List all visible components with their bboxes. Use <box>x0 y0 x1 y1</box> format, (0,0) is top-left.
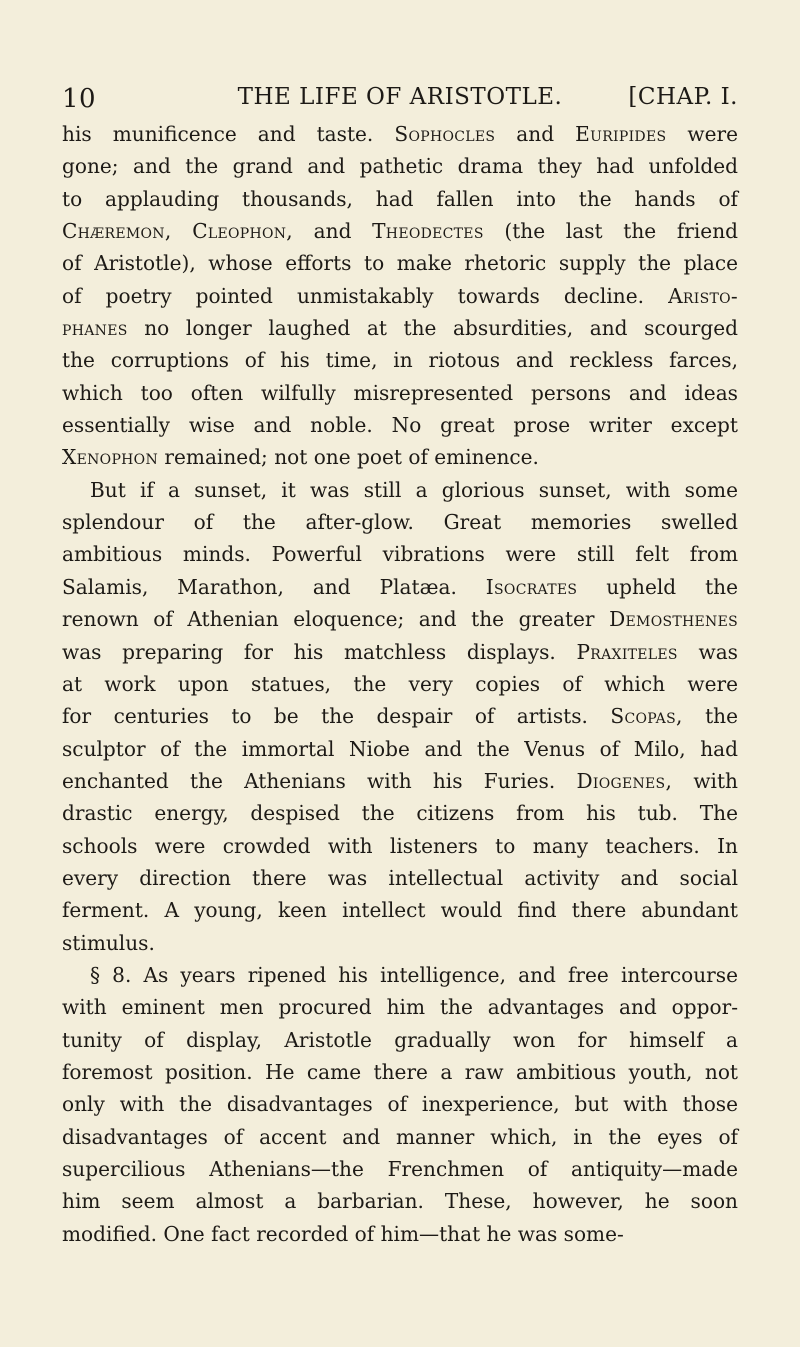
text-line <box>62 215 738 247</box>
text-run: Salamis, Marathon, and Platæa. <box>62 574 486 599</box>
text-line <box>62 1056 738 1088</box>
text-line <box>62 1185 738 1217</box>
text-run: But if a sunset, it was still a glorious sunset, with some <box>90 477 738 502</box>
text-line <box>62 1153 738 1185</box>
text-run: and <box>495 122 576 146</box>
text-line <box>62 247 738 279</box>
text-run: modified. One fact recorded of him—that he was some- <box>62 1221 624 1246</box>
chapter-label: [CHAP. I. <box>628 84 738 110</box>
text-run: sculptor of the immortal Niobe and the Venus of Milo, had <box>62 736 738 761</box>
text-line <box>62 538 738 570</box>
text-run: § 8. As years ripened his intelligence, and free intercourse <box>90 962 738 987</box>
proper-name: Scopas, <box>610 704 683 729</box>
text-line <box>62 377 738 409</box>
text-run: gone; and the grand and pathetic drama they had unfolded <box>62 154 738 179</box>
text-line <box>62 733 738 765</box>
text-run: with <box>672 768 738 793</box>
text-line <box>62 700 738 732</box>
text-line <box>62 183 738 215</box>
text-run: remained; not one poet of eminence. <box>158 445 539 470</box>
text-line <box>62 603 738 635</box>
text-run: disadvantages of accent and manner which, in the eyes of <box>62 1124 738 1149</box>
text-line <box>62 894 738 926</box>
text-line <box>62 1088 738 1120</box>
text-line <box>62 409 738 441</box>
text-line <box>62 797 738 829</box>
text-line <box>62 571 738 603</box>
text-line <box>62 830 738 862</box>
text-run: of Aristotle), whose efforts to make rhetoric supply the place <box>62 251 738 276</box>
text-run: stimulus. <box>62 930 155 955</box>
text-run: to applauding thousands, had fallen into the hands of <box>62 186 738 211</box>
text-run: of poetry pointed unmistakably towards decline. <box>62 283 669 308</box>
text-run: was preparing for his matchless displays. <box>62 639 577 664</box>
text-line <box>62 441 738 473</box>
text-run: the corruptions of his time, in riotous and reckless farces, <box>62 348 738 373</box>
text-run: tunity of display, Aristotle gradually won for himself a <box>62 1027 738 1052</box>
text-run: no longer laughed at the absurdities, and scourged <box>127 316 738 341</box>
text-line <box>62 150 738 182</box>
text-run: which too often wilfully misrepresented persons and ideas <box>62 380 738 405</box>
text-line <box>62 474 738 506</box>
text-run: the <box>682 704 738 729</box>
text-run: renown of Athenian eloquence; and the greater <box>62 607 610 632</box>
text-line <box>62 344 738 376</box>
proper-name: Praxiteles <box>576 639 678 664</box>
text-line <box>62 927 738 959</box>
page-number: 10 <box>62 84 97 114</box>
text-run: for centuries to be the despair of artists. <box>62 704 611 729</box>
proper-name: Theodectes <box>372 219 484 244</box>
text-line <box>62 1121 738 1153</box>
text-run: foremost position. He came there a raw ambitious youth, not <box>62 1059 738 1084</box>
text-run: upheld the <box>577 574 739 599</box>
text-run: schools were crowded with listeners to many teachers. In <box>62 833 738 858</box>
proper-name: Chæremon, <box>62 219 172 244</box>
text-run: supercilious Athenians—the Frenchmen of antiquity—made <box>62 1157 738 1181</box>
text-run: ambitious minds. Powerful vibrations were still felt from <box>62 542 738 567</box>
text-line <box>62 1218 738 1250</box>
text-run <box>172 219 193 243</box>
text-run: his munificence and taste. <box>62 122 395 146</box>
text-line <box>62 118 738 150</box>
running-title: THE LIFE OF ARISTOTLE. <box>237 84 563 110</box>
proper-name: Diogenes, <box>576 768 673 793</box>
body-text <box>62 118 738 1250</box>
text-run: enchanted the Athenians with his Furies. <box>62 768 577 793</box>
text-run: drastic energy, despised the citizens from his tub. The <box>62 801 738 826</box>
text-line <box>62 506 738 538</box>
text-run: at work upon statues, the very copies of which were <box>62 671 738 696</box>
proper-name: Xenophon <box>62 445 159 470</box>
text-line <box>62 765 738 797</box>
text-run: only with the disadvantages of inexperience, but with those <box>62 1092 738 1117</box>
text-run: were <box>666 122 739 146</box>
proper-name: Euripides <box>575 122 667 146</box>
proper-name: Demosthenes <box>609 607 738 632</box>
text-line <box>62 1024 738 1056</box>
text-run: was <box>677 639 738 664</box>
text-run: with eminent men procured him the advantages and oppor- <box>62 995 738 1020</box>
proper-name: Isocrates <box>485 574 578 599</box>
text-run: every direction there was intellectual activity and social <box>62 865 738 890</box>
text-run: essentially wise and noble. No great prose writer except <box>62 413 738 438</box>
text-line <box>62 312 738 344</box>
text-run: and <box>293 219 373 244</box>
proper-name: Sophocles <box>394 122 496 146</box>
text-line <box>62 862 738 894</box>
proper-name: Cleophon, <box>192 219 293 244</box>
text-run: him seem almost a barbarian. These, however, he soon <box>62 1189 738 1214</box>
text-line <box>62 668 738 700</box>
text-run: splendour of the after-glow. Great memories swelled <box>62 510 738 535</box>
proper-name: Aristo- <box>668 283 738 308</box>
text-run: ferment. A young, keen intellect would find there abundant <box>62 898 738 923</box>
text-line <box>62 991 738 1023</box>
text-run: (the last the friend <box>483 219 738 244</box>
text-line <box>62 636 738 668</box>
running-header <box>62 84 738 118</box>
text-line <box>62 959 738 991</box>
proper-name: phanes <box>62 316 128 341</box>
text-line <box>62 280 738 312</box>
book-page <box>62 84 738 1250</box>
